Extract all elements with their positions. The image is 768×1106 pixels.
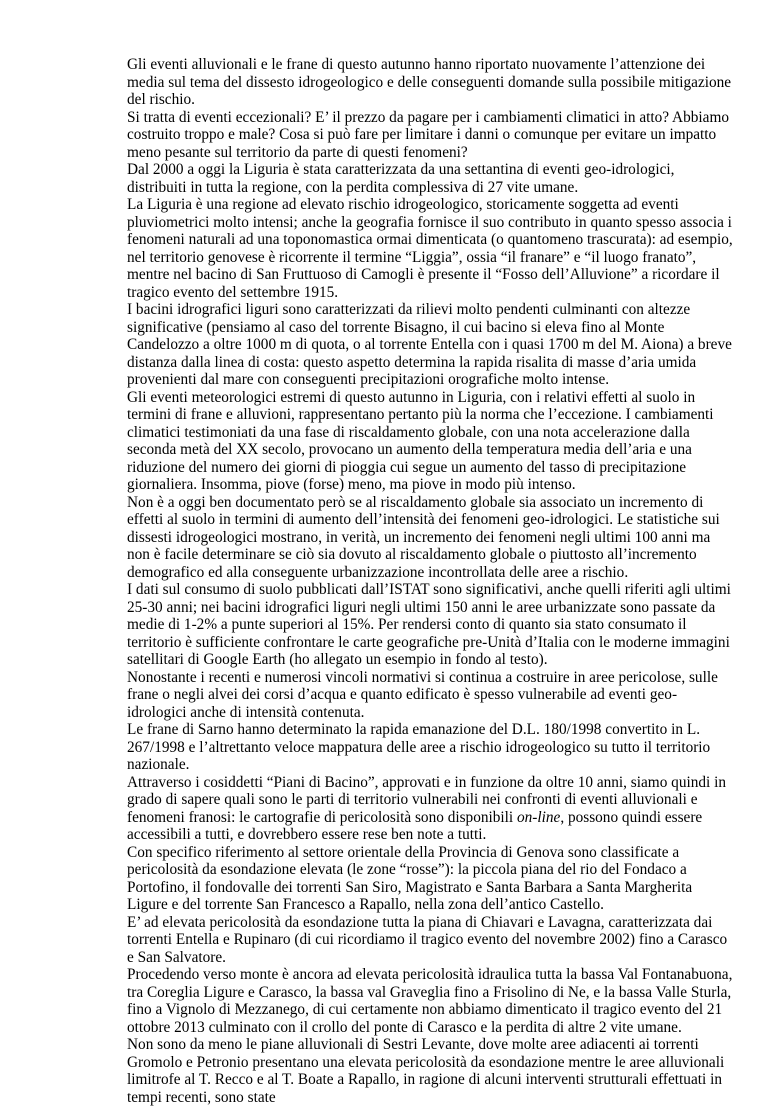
paragraph: I bacini idrografici liguri sono caratterizzati da rilievi molto pendenti culminanti con altezze significative (pensiamo al caso del torrente Bisagno, il cui bacino si eleva fino al Monte Candelozzo a oltre 1000 m di quota, o al torrente Entella con i quasi 1700 m del M. Aiona) a breve distanza dalla linea di costa: questo aspetto determina la rapida risalita di masse d’aria umida provenienti dal mare con conseguenti precipitazioni orografiche molto intense. [127,301,732,388]
paragraph: E’ ad elevata pericolosità da esondazione tutta la piana di Chiavari e Lavagna, caratterizzata dai torrenti Entella e Rupinaro (di cui ricordiamo il tragico evento del novembre 2002) fino a Carasco e San Salvatore. [127,913,728,966]
paragraph: Non è a oggi ben documentato però se al riscaldamento globale sia associato un incremento di effetti al suolo in termini di aumento dell’intensità dei fenomeni geo-idrologici. Le statistiche sui dissesti idrogeologici mostrano, in verità, un incremento dei fenomeni negli ultimi 100 anni ma non è facile determinare se ciò sia dovuto al riscaldamento globale o piuttosto all’incremento demografico ed alla conseguente urbanizzazione incontrollata delle aree a rischio. [127,493,720,581]
paragraph-text: Attraverso i cosiddetti “Piani di Bacino”, approvati e in funzione da oltre 10 anni, siamo quindi in grado di sapere quali sono le parti di territorio vulnerabili nei confronti di eventi alluvionali e fenomeni franosi: le cartografie di pericolosità sono disponibili [127,773,726,826]
paragraph: Nonostante i recenti e numerosi vincoli normativi si continua a costruire in aree pericolose, sulle frane o negli alvei dei corsi d’acqua e quanto edificato è spesso vulnerabile ad eventi geo-idrologici anche di intensità contenuta. [127,668,718,721]
paragraph: I dati sul consumo di suolo pubblicati dall’ISTAT sono significativi, anche quelli riferiti agli ultimi 25-30 anni; nei bacini idrografici liguri negli ultimi 150 anni le aree urbanizzate sono passate da medie di 1-2% a punte superiori al 15%. Per rendersi conto di quanto sia stato consumato il territorio è sufficiente confrontare le carte geografiche pre-Unità d’Italia con le moderne immagini satellitari di Google Earth (ho allegato un esempio in fondo al testo). [127,581,731,668]
paragraph: Gli eventi alluvionali e le frane di questo autunno hanno riportato nuovamente l’attenzione dei media sul tema del dissesto idrogeologico e delle conseguenti domande sulla possibile mitigazione del rischio. [127,56,732,108]
paragraph: Procedendo verso monte è ancora ad elevata pericolosità idraulica tutta la bassa Val Fontanabuona, tra Coreglia Ligure e Carasco, la bassa val Graveglia fino a Frisolino di Ne, e la bassa Valle Sturla, fino a Vignolo di Mezzanego, di cui certamente non abbiamo dimenticato il tragico evento del 21 ottobre 2013 culminato con il crollo del ponte di Carasco e la perdita di altre 2 vite umane. [127,966,733,1036]
paragraph: Le frane di Sarno hanno determinato la rapida emanazione del D.L. 180/1998 convertito in L. 267/1998 e l’altrettanto veloce mappatura delle aree a rischio idrogeologico su tutto il territorio nazionale. [127,721,711,773]
paragraph-text: , possono quindi essere accessibili a tutti, e dovrebbero essere rese ben note a tutti. [127,808,703,843]
paragraph: Con specifico riferimento al settore orientale della Provincia di Genova sono classificate a pericolosità da esondazione elevata (le zone “rosse”): la piccola piana del rio del Fondaco a Portofino, il fondovalle dei torrenti San Siro, Magistrato e Santa Barbara a Santa Margherita Ligure e del torrente San Francesco a Rapallo, nella zona dell’antico Castello. [127,843,693,913]
paragraph: Dal 2000 a oggi la Liguria è stata caratterizzata da una settantina di eventi geo-idrologici, distribuiti in tutta la regione, con la perdita complessiva di 27 vite umane. [127,161,675,196]
paragraph: Gli eventi meteorologici estremi di questo autunno in Liguria, con i relativi effetti al suolo in termini di frane e alluvioni, rappresentano pertanto più la norma che l’eccezione. I cambiamenti climatici testimoniati da una fase di riscaldamento globale, con una nota accelerazione dalla seconda metà del XX secolo, provocano un aumento della temperatura media dell’aria e una riduzione del numero dei giorni di pioggia cui segue un aumento del tasso di precipitazione giornaliera. Insomma, piove (forse) meno, ma piove in modo più intenso. [127,388,714,493]
paragraph [127,774,734,844]
paragraph: La Liguria è una regione ad elevato rischio idrogeologico, storicamente soggetta ad eventi pluviometrici molto intensi; anche la geografia fornisce il suo contributo in quanto spesso associa i fenomeni naturali ad una toponomastica ormai dimenticata (o quantomeno trascurata): ad esempio, nel territorio genovese è ricorrente il termine “Liggia”, ossia “il franare” e “il luogo franato”, mentre nel bacino di San Fruttuoso di Camogli è presente il “Fosso dell’Alluvione” a ricordare il tragico evento del settembre 1915. [127,196,733,301]
paragraph: Si tratta di eventi eccezionali? E’ il prezzo da pagare per i cambiamenti climatici in atto? Abbiamo costruito troppo e male? Cosa si può fare per limitare i danni o comunque per evitare un impatto meno pesante sul territorio da parte di questi fenomeni? [127,108,729,161]
italic-term: on-line [516,808,561,826]
document-body [127,56,734,1106]
paragraph: Non sono da meno le piane alluvionali di Sestri Levante, dove molte aree adiacenti ai torrenti Gromolo e Petronio presentano una elevata pericolosità da esondazione mentre le aree alluvionali limitrofe al T. Recco e al T. Boate a Rapallo, in ragione di alcuni interventi strutturali effettuati in tempi recenti, sono state [127,1036,725,1106]
